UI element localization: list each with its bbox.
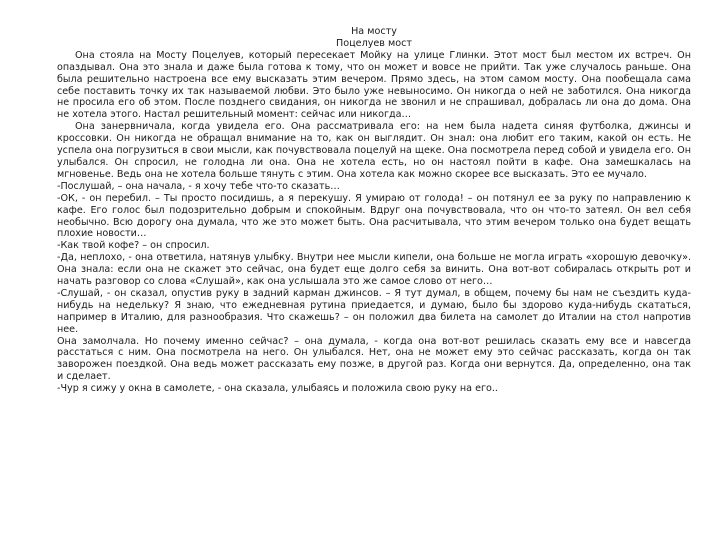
dialogue-line: -Да, неплохо, - она ответила, натянув улыбку. Внутри нее мысли кипели, она больше не могла играть «хорошую девочку». Она знала: если она не скажет это сейчас, она будет еще долго себя за винить. Она вот-вот собиралась открыть рот и начать разговор со слова «Слушай», как она услышала это же самое слово от него… <box>57 252 691 288</box>
paragraph: Она стояла на Мосту Поцелуев, который пересекает Мойку на улице Глинки. Этот мост был местом их встреч. Он опаздывал. Она это знала и даже была готова к тому, что он может и вовсе не прийти. Так уже случалось раньше. Она была решительно настроена все ему высказать этим вечером. Прямо здесь, на этом самом мосту. Она пообещала сама себе поставить точку их так называемой любви. Это было уже невыносимо. Он никогда о ней не заботился. Она никогда не просила его об этом. После позднего свидания, он никогда не звонил и не спрашивал, добралась ли она до дома. Она не хотела этого. Настал решительный момент: сейчас или никогда… <box>57 49 691 121</box>
document-subtitle: Поцелуев мост <box>336 37 412 49</box>
dialogue-line: -Как твой кофе? – он спросил. <box>57 240 210 252</box>
dialogue-line: -ОК, - он перебил. – Ты просто посидишь, а я перекушу. Я умираю от голода! – он потянул ее за руку по направлению к кафе. Его голос был подозрительно добрым и спокойным. Вдруг она почувствовала, что он что-то затеял. Он вел себя необычно. Всю дорогу она думала, что же это может быть. Она расчитывала, что этим вечером только она будет вещать плохие новости… <box>57 192 691 240</box>
dialogue-line: -Чур я сижу у окна в самолете, - она сказала, улыбаясь и положила свою руку на его.. <box>57 383 498 395</box>
document-title: На мосту <box>351 26 397 37</box>
document-page <box>57 26 691 395</box>
dialogue-line: -Слушай, - он сказал, опустив руку в задний карман джинсов. – Я тут думал, в общем, почему бы нам не съездить куда-нибудь на недельку? Я знаю, что ежедневная рутина приедается, и думаю, было бы здорово куда-нибудь скататься, например в Италию, для разнообразия. Что скажешь? – он положил два билета на самолет до Италии на стол напротив нее. <box>57 287 691 335</box>
paragraph: Она замолчала. Но почему именно сейчас? – она думала, - когда она вот-вот решилась сказать ему все и навсегда расстаться с ним. Она посмотрела на него. Он улыбался. Нет, она не может ему это сейчас рассказать, когда он так заворожен поездкой. Она ведь может рассказать ему позже, в другой раз. Когда они вернутся. Да, определенно, она так и сделает. <box>57 335 691 383</box>
dialogue-line: -Послушай, – она начала, - я хочу тебе что-то сказать… <box>57 180 340 192</box>
paragraph: Она занервничала, когда увидела его. Она рассматривала его: на нем была надета синяя футболка, джинсы и кроссовки. Он никогда не обращал внимание на то, как он выглядит. Он знал: она любит его таким, какой он есть. Не успела она погрузиться в свои мысли, как почувствовала поцелуй на щеке. Она посмотрела перед собой и увидела его. Он улыбался. Он спросил, не голодна ли она. Она не хотела есть, но он настоял пойти в кафе. Она замешкалась на мгновенье. Ведь она не хотела больше тянуть с этим. Она хотела как можно скорее все высказать. Это ее мучало. <box>57 121 691 180</box>
